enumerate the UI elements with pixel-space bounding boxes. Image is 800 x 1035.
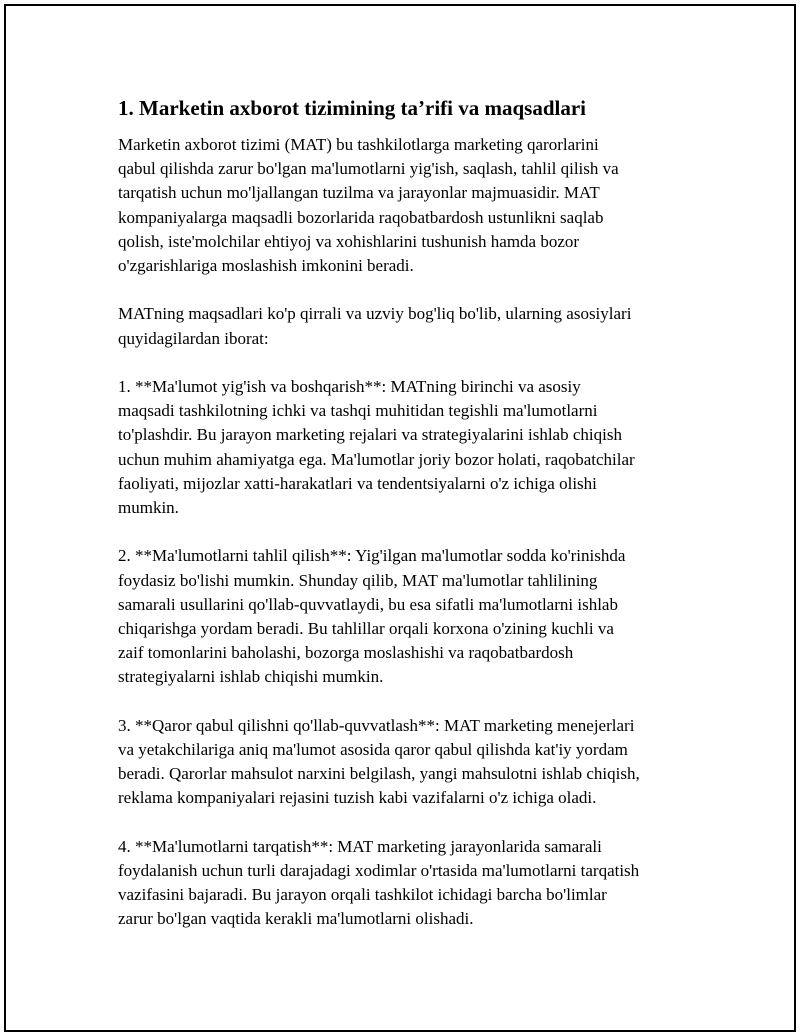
text-line: mumkin. — [118, 498, 179, 518]
text-line: chiqarishga yordam beradi. Bu tahlillar orqali korxona o'zining kuchli va — [118, 619, 614, 639]
text-line: tarqatish uchun mo'ljallangan tuzilma va jarayonlar majmuasidir. MAT — [118, 183, 600, 203]
text-line: to'plashdir. Bu jarayon marketing rejalari va strategiyalarini ishlab chiqish — [118, 425, 622, 445]
document-body — [118, 95, 698, 956]
text-line: qolish, iste'molchilar ehtiyoj va xohishlarini tushunish hamda bozor — [118, 231, 580, 251]
text-line: zarur bo'lgan vaqtida kerakli ma'lumotlarni olishadi. — [118, 909, 474, 929]
text-line: foydalanish uchun turli darajadagi xodimlar o'rtasida ma'lumotlarni tarqatish — [118, 861, 640, 881]
text-line: 1. **Ma'lumot yig'ish va boshqarish**: MATning birinchi va asosiy — [118, 377, 581, 396]
text-line: foydasiz bo'lishi mumkin. Shunday qilib, MAT ma'lumotlar tahlilining — [118, 570, 598, 590]
paragraph-intro — [118, 133, 698, 278]
text-line: 2. **Ma'lumotlarni tahlil qilish**: Yig'ilgan ma'lumotlar sodda ko'rinishda — [118, 546, 626, 566]
text-line: 4. **Ma'lumotlarni tarqatish**: MAT marketing jarayonlarida samarali — [118, 836, 602, 856]
text-line: maqsadi tashkilotning ichki va tashqi muhitidan tegishli ma'lumotlarni — [118, 401, 598, 421]
text-line: 3. **Qaror qabul qilishni qo'llab-quvvatlash**: MAT marketing menejerlari — [118, 715, 635, 735]
text-line: o'zgarishlariga moslashish imkonini beradi. — [118, 256, 414, 276]
text-line: beradi. Qarorlar mahsulot narxini belgilash, yangi mahsulotni ishlab chiqish, — [118, 764, 640, 784]
paragraph-goal-4 — [118, 835, 698, 932]
text-line: uchun muhim ahamiyatga ega. Ma'lumotlar joriy bozor holati, raqobatchilar — [118, 449, 635, 469]
text-line: vazifasini bajaradi. Bu jarayon orqali tashkilot ichidagi barcha bo'limlar — [118, 885, 607, 905]
text-line: zaif tomonlarini baholashi, bozorga moslashishi va raqobatbardosh — [118, 643, 574, 663]
text-line: strategiyalarni ishlab chiqishi mumkin. — [118, 667, 384, 687]
paragraph-goal-1 — [118, 375, 698, 520]
text-line: Marketin axborot tizimi (MAT) bu tashkilotlarga marketing qarorlarini — [118, 135, 599, 154]
text-line: qabul qilishda zarur bo'lgan ma'lumotlarni yig'ish, saqlash, tahlil qilish va — [118, 159, 619, 179]
paragraph-goals-intro — [118, 302, 698, 350]
text-line: faoliyati, mijozlar xatti-harakatlari va tendentsiyalarni o'z ichiga olishi — [118, 473, 597, 493]
paragraph-goal-2 — [118, 544, 698, 689]
text-line: samarali usullarini qo'llab-quvvatlaydi, bu esa sifatli ma'lumotlarni ishlab — [118, 594, 618, 614]
text-line: reklama kompaniyalari rejasini tuzish kabi vazifalarni o'z ichiga oladi. — [118, 788, 597, 808]
text-line: kompaniyalarga maqsadli bozorlarida raqobatbardosh ustunlikni saqlab — [118, 207, 604, 227]
text-line: va yetakchilariga aniq ma'lumot asosida qaror qabul qilishda kat'iy yordam — [118, 740, 628, 760]
text-line: MATning maqsadlari ko'p qirrali va uzviy bog'liq bo'lib, ularning asosiylari — [118, 304, 632, 324]
text-line: quyidagilardan iborat: — [118, 328, 269, 348]
paragraph-goal-3 — [118, 714, 698, 811]
document-title: 1. Marketin axborot tizimining ta’rifi va maqsadlari — [118, 96, 586, 120]
